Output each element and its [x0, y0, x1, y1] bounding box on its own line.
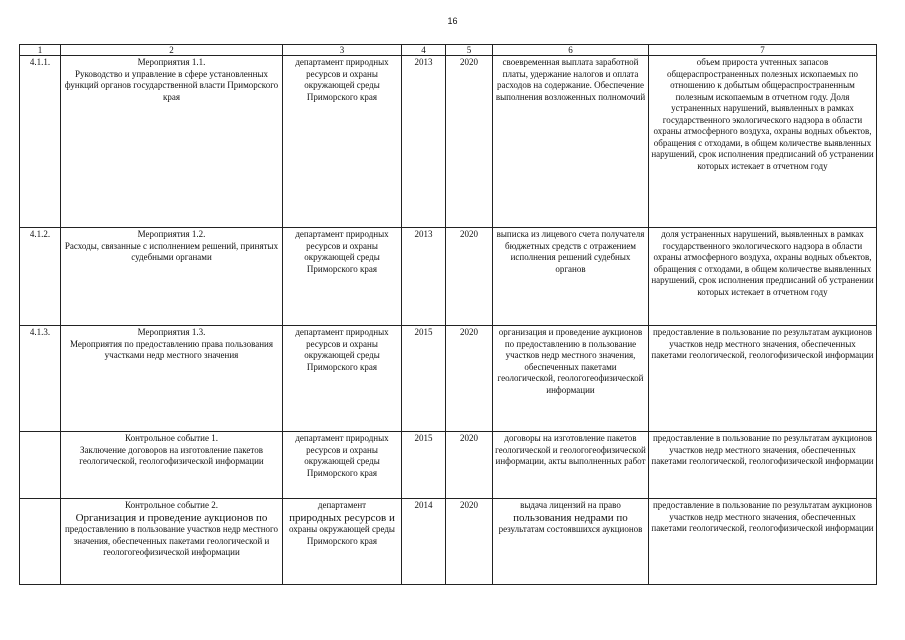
indicator-cell: предоставление в пользование по результатам аукционов участков недр местного значения, обеспеченных пакетами геологической, геологофизической информации [649, 326, 877, 432]
executor-cell [283, 499, 402, 585]
indicator-cell: доля устраненных нарушений, выявленных в рамках государственного экологического надзора в области охраны атмосферного воздуха, охраны водных объектов, обращения с отходами, в общем количестве выявленных нарушений, срок исполнения предписаний об устранении которых истекает в отчетном году [649, 228, 877, 326]
start-year: 2014 [402, 499, 446, 585]
page-number: 16 [447, 16, 458, 26]
measure-description: Мероприятия по предоставлению права пользования участками недр местного значения [70, 338, 273, 360]
start-year: 2015 [402, 326, 446, 432]
measure-cell [61, 56, 283, 228]
start-year: 2013 [402, 56, 446, 228]
event-title: Контрольное событие 1. [125, 433, 218, 443]
measure-title: Мероприятия 1.2. [137, 229, 206, 239]
measure-cell [61, 326, 283, 432]
row-number [20, 499, 61, 585]
event-description: Заключение договоров на изготовление пакетов геологической, геологофизической информации [79, 444, 264, 466]
row-number [20, 432, 61, 499]
row-number: 4.1.1. [20, 56, 61, 228]
end-year: 2020 [446, 326, 493, 432]
column-header: 5 [446, 45, 493, 56]
table-row [20, 326, 877, 432]
event-title: Контрольное событие 2. [125, 500, 218, 510]
column-header: 7 [649, 45, 877, 56]
row-number: 4.1.3. [20, 326, 61, 432]
executor-cell: департамент природных ресурсов и охраны окружающей среды Приморского края [283, 56, 402, 228]
executor-cell: департамент природных ресурсов и охраны окружающей среды Приморского края [283, 432, 402, 499]
expected-result: своевременная выплата заработной платы, удержание налогов и оплата расходов на содержание. Обеспечение выполнения возложенных полномочий [493, 56, 649, 228]
column-header: 1 [20, 45, 61, 56]
column-header: 4 [402, 45, 446, 56]
column-header: 3 [283, 45, 402, 56]
executor-cell: департамент природных ресурсов и охраны окружающей среды Приморского края [283, 228, 402, 326]
table-row [20, 228, 877, 326]
table-header-row [20, 45, 877, 56]
indicator-cell: предоставление в пользование по результатам аукционов участков недр местного значения, обеспеченных пакетами геологической, геологофизической информации [649, 499, 877, 585]
measure-cell [61, 432, 283, 499]
event-description-lead: Организация и проведение аукционов по [75, 511, 268, 524]
measure-description: Расходы, связанные с исполнением решений, принятых судебными органами [64, 240, 279, 262]
column-header: 6 [493, 45, 649, 56]
indicator-cell: предоставление в пользование по результатам аукционов участков недр местного значения, обеспеченных пакетами геологической, геологофизической информации [649, 432, 877, 499]
row-number: 4.1.2. [20, 228, 61, 326]
executor-rest: охраны окружающей среды Приморского края [289, 524, 395, 546]
end-year: 2020 [446, 499, 493, 585]
table-row [20, 499, 877, 585]
expected-result: выписка из лицевого счета получателя бюджетных средств с отражением исполнения решений судебных органов [493, 228, 649, 326]
result-lead: выдача лицензий на право [520, 500, 621, 510]
indicator-cell: объем прироста учтенных запасов общераспространенных полезных ископаемых по отношению к добытым общераспространенным полезным ископаемым в отчетном году. Доля устраненных нарушений, выявленных в рамках государственного экологического надзора в области охраны атмосферного воздуха, охраны водных объектов, обращения с отходами, в общем количестве выявленных нарушений, срок исполнения предписаний об устранении которых истекает в отчетном году [649, 56, 877, 228]
start-year: 2013 [402, 228, 446, 326]
start-year: 2015 [402, 432, 446, 499]
result-emphasis: пользования недрами по [513, 511, 628, 524]
end-year: 2020 [446, 228, 493, 326]
measure-title: Мероприятия 1.3. [137, 327, 206, 337]
result-rest: результатам состоявшихся аукционов [498, 524, 643, 534]
measure-cell [61, 499, 283, 585]
event-description: предоставлению в пользование участков недр местного значения, обеспеченных пакетами геологической и геологогеофизической информации [64, 524, 279, 557]
measures-table [19, 44, 877, 585]
measure-title: Мероприятия 1.1. [137, 57, 206, 67]
table-row [20, 56, 877, 228]
expected-result: организация и проведение аукционов по предоставлению в пользование участков недр местного значения, обеспеченных пакетами геологической, геологогеофизической информации [493, 326, 649, 432]
executor-emphasis: природных ресурсов и [289, 511, 395, 524]
executor-cell: департамент природных ресурсов и охраны окружающей среды Приморского края [283, 326, 402, 432]
expected-result: договоры на изготовление пакетов геологической и геологогеофизической информации, акты выполненных работ [493, 432, 649, 499]
end-year: 2020 [446, 432, 493, 499]
table-row [20, 432, 877, 499]
executor-lead: департамент [317, 500, 367, 510]
end-year: 2020 [446, 56, 493, 228]
expected-result [493, 499, 649, 585]
column-header: 2 [61, 45, 283, 56]
measure-description: Руководство и управление в сфере установленных функций органов государственной власти Приморского края [64, 68, 279, 102]
measure-cell [61, 228, 283, 326]
